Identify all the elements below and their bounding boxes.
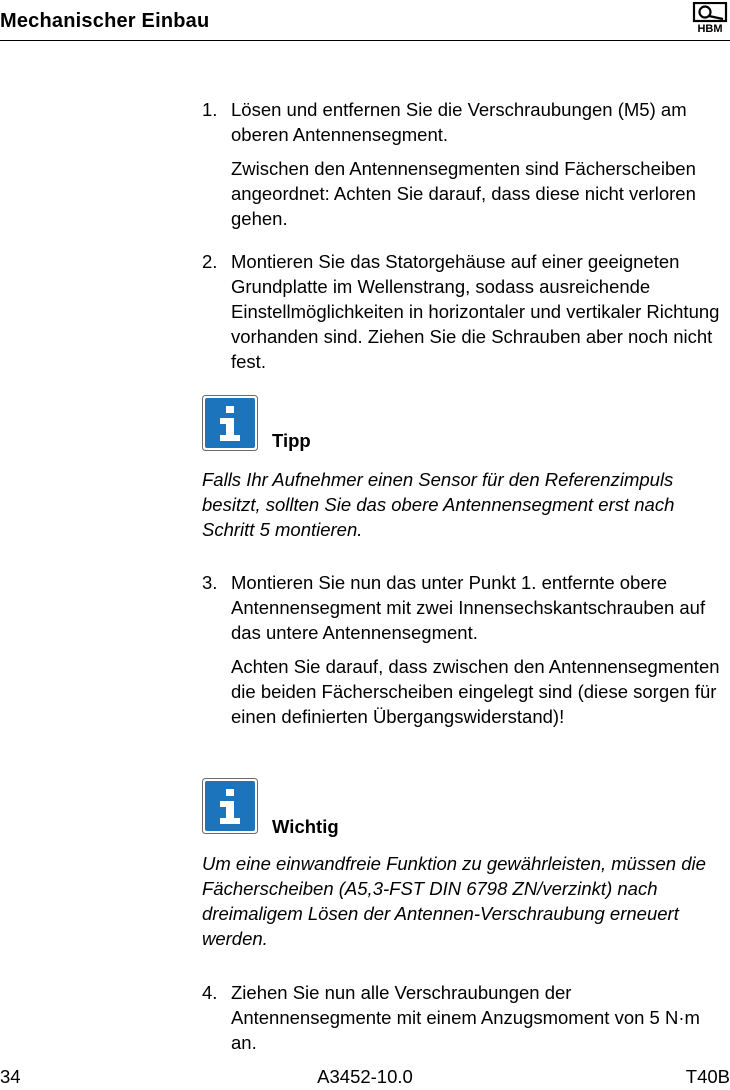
note-label-tipp: Tipp (272, 430, 311, 451)
footer-page-number: 34 (0, 1066, 21, 1087)
step-paragraph: Achten Sie darauf, dass zwischen den Antennensegmenten die beiden Fächerscheiben eingelegt sind (diese sorgen für einen definierten Übergangswiderstand)! (231, 656, 720, 727)
step-3 (202, 570, 730, 729)
step-paragraph: Zwischen den Antennensegmenten sind Fächerscheiben angeordnet: Achten Sie darauf, dass diese nicht verloren gehen. (231, 158, 696, 229)
footer-product: T40B (685, 1066, 730, 1087)
note-label-wichtig: Wichtig (272, 816, 339, 837)
note-text-wichtig: Um eine einwandfreie Funktion zu gewährleisten, müssen die Fächerscheiben (A5,3-FST DIN 6798 ZN/verzinkt) nach dreimaligem Lösen der Antennen-Verschraubung erneuert werden. (202, 853, 706, 949)
hbm-logo (690, 2, 730, 34)
hbm-logo-text: HBM (697, 23, 723, 34)
step-paragraph: Montieren Sie das Statorgehäuse auf einer geeigneten Grundplatte im Wellenstrang, sodass ausreichende Einstellmöglichkeiten in horizontaler und vertikaler Richtung vorhanden sind. Ziehen Sie die Schrauben aber noch nicht fest. (231, 251, 720, 372)
note-text-tipp: Falls Ihr Aufnehmer einen Sensor für den Referenzimpuls besitzt, sollten Sie das obere Antennensegment erst nach Schritt 5 montieren. (202, 469, 675, 540)
step-paragraph: Lösen und entfernen Sie die Verschraubungen (M5) am oberen Antennensegment. (231, 99, 687, 145)
step-number: 1. (202, 99, 218, 120)
step-number: 2. (202, 251, 218, 272)
header-divider (0, 40, 730, 41)
step-paragraph: Montieren Sie nun das unter Punkt 1. entfernte obere Antennensegment mit zwei Innensechskantschrauben auf das untere Antennensegment. (231, 572, 706, 643)
step-4 (202, 980, 730, 1055)
info-icon (202, 778, 258, 834)
info-icon (202, 395, 258, 451)
step-paragraph: Ziehen Sie nun alle Verschraubungen der Antennensegmente mit einem Anzugsmoment von 5 N·m an. (231, 982, 700, 1053)
step-1 (202, 97, 730, 231)
page-header-title: Mechanischer Einbau (0, 10, 210, 32)
step-2 (202, 249, 730, 374)
step-number: 3. (202, 572, 218, 593)
step-number: 4. (202, 982, 218, 1003)
footer-doc-id: A3452-10.0 (317, 1066, 413, 1087)
